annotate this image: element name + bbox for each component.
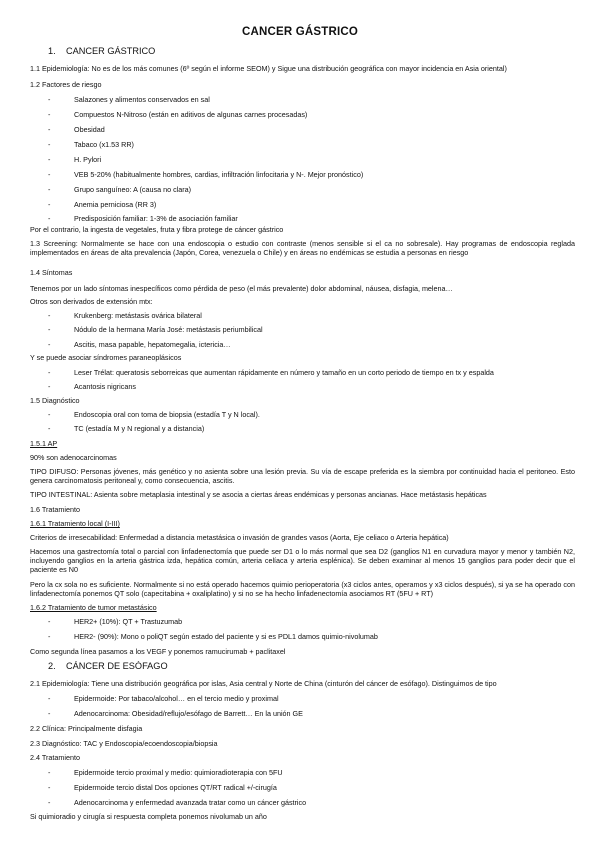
paragraph-adenocarcinomas: 90% son adenocarcinomas [30,453,117,462]
paragraph-extension: Otros son derivados de extensión mtx: [30,297,153,306]
paragraph-esofago-epidemiologia: 2.1 Epidemiología: Tiene una distribución geográfica por islas, Asia central y Norte de China (cinturón del cáncer de esófago). Distinguimos de tipo [30,679,497,688]
paragraph-esofago-diagnostico: 2.3 Diagnóstico: TAC y Endoscopia/ecoendoscopia/biopsia [30,739,218,748]
list-item: - VEB 5-20% (habitualmente hombres, cardias, infiltración linfocitaria y N-. Mejor pronóstico) [48,170,364,179]
list-item: - Anemia perniciosa (RR 3) [48,200,157,209]
paragraph-screening: 1.3 Screening: Normalmente se hace con una endoscopia o estudio con contraste (menos sensible si el ca no sobresale). Hay programas de endoscopia reglada implementados en áreas de alta prevalencia (Japón, Corea, venezuela o Chile) y en áreas no endémicas se estudia a personas en riesgo [30,239,575,257]
list-item: - H. Pylori [48,155,102,164]
paragraph-epidemiologia: 1.1 Epidemiología: No es de los más comunes (6º según el informe SEOM) y Sigue una distribución geográfica con mayor incidencia en Asia oriental) [30,64,507,73]
subheading-diagnostico: 1.5 Diagnóstico [30,396,80,405]
list-item: - Salazones y alimentos conservados en sal [48,95,210,104]
subheading-tumor-metastasico: 1.6.2 Tratamiento de tumor metastásico [30,603,157,612]
paragraph-segunda-linea: Como segunda línea pasamos a los VEGF y ponemos ramucirumab + paclitaxel [30,647,286,656]
list-item: - Epidermoide tercio distal Dos opciones QT/RT radical +/-cirugía [48,783,277,792]
paragraph-irresecabilidad: Criterios de irresecabilidad: Enfermedad a distancia metastásica o invasión de grandes vasos (Aorta, Eje celiaco o Arteria hepática) [30,533,449,542]
list-item: - Krukenberg: metástasis ovárica bilateral [48,311,202,320]
page-title: CANCER GÁSTRICO [241,26,359,38]
list-item: - Adenocarcinoma: Obesidad/reflujo/esófago de Barrett… En la unión GE [48,709,303,718]
list-item: - Epidermoide: Por tabaco/alcohol… en el tercio medio y proximal [48,694,279,703]
subheading-sintomas: 1.4 Síntomas [30,268,73,277]
list-item: - Predisposición familiar: 1-3% de asociación familiar [48,214,238,223]
list-item: - Leser Trélat: queratosis seborreicas que aumentan rápidamente en número y tamaño en un corto periodo de tiempo en tx y espalda [48,368,494,377]
subheading-factores-riesgo: 1.2 Factores de riesgo [30,80,102,89]
list-item: - Epidermoide tercio proximal y medio: quimioradioterapia con 5FU [48,768,283,777]
paragraph-paraneoplasicos: Y se puede asociar síndromes paraneoplásicos [30,353,182,362]
paragraph-tipo-difuso: TIPO DIFUSO: Personas jóvenes, más genético y no asienta sobre una lesión previa. Su vía de escape preferida es la siembra por continuidad hacia el peritoneo. Esto genera carcinomatosis peritoneal y, como consecuencia, ascitis. [30,467,575,485]
list-item: - Acantosis nigricans [48,382,136,391]
subheading-esofago-tratamiento: 2.4 Tratamiento [30,753,80,762]
paragraph-tipo-intestinal: TIPO INTESTINAL: Asienta sobre metaplasia intestinal y se asocia a ciertas áreas endémicas y personas ancianas. Hace metástasis hepáticas [30,490,487,499]
subheading-tratamiento-local: 1.6.1 Tratamiento local (I-III) [30,519,120,528]
paragraph-contrario: Por el contrario, la ingesta de vegetales, fruta y fibra protege de cáncer gástrico [30,225,284,234]
list-item: - HER2- (90%): Mono o poliQT según estado del paciente y si es PDL1 damos quimio-nivolumab [48,632,378,641]
list-item: - Nódulo de la hermana María José: metástasis periumbilical [48,325,263,334]
list-item: - Obesidad [48,125,105,134]
list-item: - Grupo sanguíneo: A (causa no clara) [48,185,192,194]
section-heading-1: 1. CANCER GÁSTRICO [48,46,156,56]
list-item: - Tabaco (x1.53 RR) [48,140,134,149]
list-item: - Ascitis, masa papable, hepatomegalia, ictericia… [48,340,231,349]
list-item: - Adenocarcinoma y enfermedad avanzada tratar como un cáncer gástrico [48,798,307,807]
subheading-ap: 1.5.1 AP [30,439,58,448]
paragraph-gastrectomia: Hacemos una gastrectomía total o parcial con linfadenectomía que puede ser D1 o lo más normal que sea D2 (ganglios N1 en curvadura mayor y menor y también N2, incluyendo ganglios en la arteria gástrica izda, hepática común, arteria celíaca y arteria esplénica). Se deben examinar al menos 15 ganglios para poder decir que el paciente es N0 [30,547,575,574]
paragraph-sintomas: Tenemos por un lado síntomas inespecíficos como pérdida de peso (el más prevalente) dolor abdominal, náusea, disfagia, melena… [30,284,453,293]
paragraph-clinica: 2.2 Clínica: Principalmente disfagia [30,724,143,733]
list-item: - TC (estadía M y N regional y a distancia) [48,424,205,433]
paragraph-nivolumab: Si quimioradio y cirugía si respuesta completa ponemos nivolumab un año [30,812,267,821]
list-item: - HER2+ (10%): QT + Trastuzumab [48,617,183,626]
section-heading-2: 2. CÁNCER DE ESÓFAGO [48,661,168,671]
paragraph-quimio-perioperatoria: Pero la cx sola no es suficiente. Normalmente si no está operado hacemos quimio perioperatoria (x3 ciclos antes, operamos y x3 ciclos después), si ya se ha operado con linfadenectomía ponemos QT solo (capecitabina + oxaliplatino) y si no se ha hecho linfadenectomía asociamos RT (5FU + RT) [30,580,575,598]
list-item: - Compuestos N-Nitroso (están en aditivos de algunas carnes procesadas) [48,110,308,119]
list-item: - Endoscopia oral con toma de biopsia (estadía T y N local). [48,410,260,419]
subheading-tratamiento: 1.6 Tratamiento [30,505,80,514]
